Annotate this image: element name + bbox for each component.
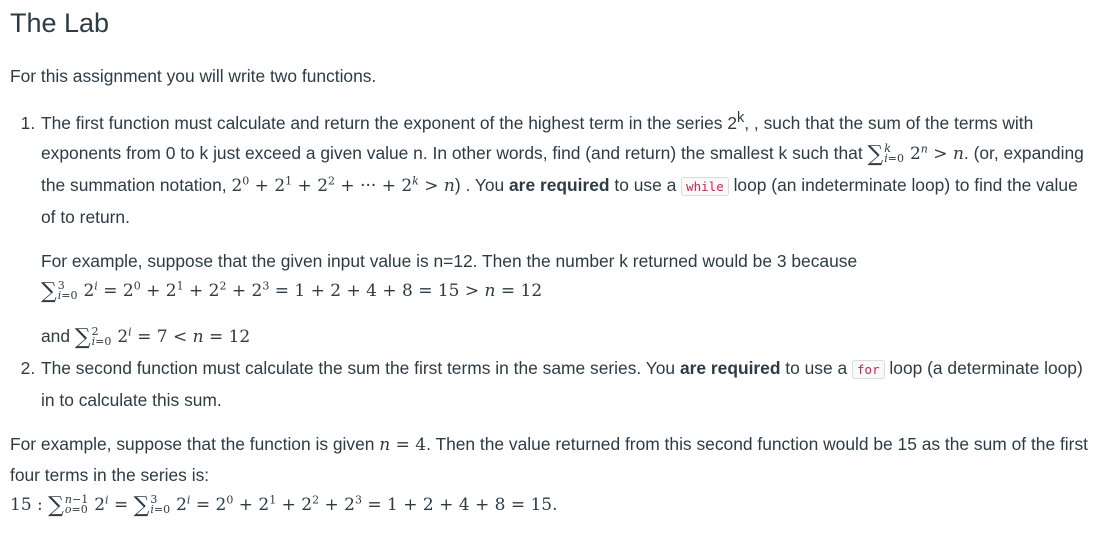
while-rest-text: loop (an indeterminate loop) to find the value of to return. <box>41 174 1078 227</box>
final-sum-formula: 15 : ∑ n−1 o=0 $2^i$ = ∑ 3 i=0 $2^i = 2^0 + 2^1 + 2^2 + 2^3 = 1 + 2 + 4 + 8 = 15$. <box>10 492 558 518</box>
example-formula-2-row <box>41 321 1095 353</box>
item1-suffix-text: . (or, expanding the summation notation, <box>41 142 1084 195</box>
function-list <box>10 103 1095 415</box>
while-keyword: while <box>681 177 729 196</box>
item2-use-a: to use a <box>780 357 853 378</box>
final-text-2: . Then the value returned from this second function would be 15 as the sum of the first four terms in the series is: <box>10 433 1088 485</box>
list-item-second-function <box>40 353 1095 415</box>
for-keyword: for <box>852 360 885 379</box>
required-emphasis: are required <box>509 174 610 195</box>
item2-rest-text: loop (a determinate loop) in to calculate this sum. <box>41 357 1083 410</box>
item1-text: The first function must calculate and return the exponent of the highest term in the series 2 <box>41 112 738 133</box>
item2-text: The second function must calculate the sum the first terms in the same series. You <box>41 357 680 378</box>
example-formula-2: ∑ 2 i=0 $2^i = 7 < n = 12$ <box>74 324 251 350</box>
use-a-text: to use a <box>609 174 682 195</box>
page-title: The Lab <box>10 8 110 38</box>
required-emphasis-2: are required <box>679 357 781 378</box>
intro-text: For this assignment you will write two functions. <box>10 66 377 86</box>
n-equals-4-formula: n = 4 <box>379 434 427 455</box>
final-text-1: For example, suppose that the function is given <box>10 433 380 454</box>
example-intro: For example, suppose that the given input value is n=12. Then the number k returned would be 3 because <box>41 250 858 271</box>
final-example-text <box>10 429 1095 490</box>
item1-close-text: ) . You <box>454 174 510 195</box>
k-superscript: k <box>737 110 745 126</box>
example-formula-1: ∑ 3 i=0 $2^i = 2^0 + 2^1 + 2^2 + 2^3 = 1 + 2 + 4 + 8 = 15 > n = 12$ <box>41 278 543 304</box>
and-label: and <box>41 325 71 346</box>
list-item-first-function <box>40 103 1095 353</box>
sum-condition-formula: ∑ k i=0 $2^n > n$ <box>867 141 964 167</box>
assignment-content <box>10 0 1095 521</box>
item1-text-continued: , , such that the sum of the terms with exponents from 0 to k just exceed a given value n. In other words, find (and return) the smallest k such that <box>41 112 1034 163</box>
expanded-sum-formula: $2^0 + 2^1 + 2^2$ + ··· + $2^k > n$ <box>231 174 455 196</box>
